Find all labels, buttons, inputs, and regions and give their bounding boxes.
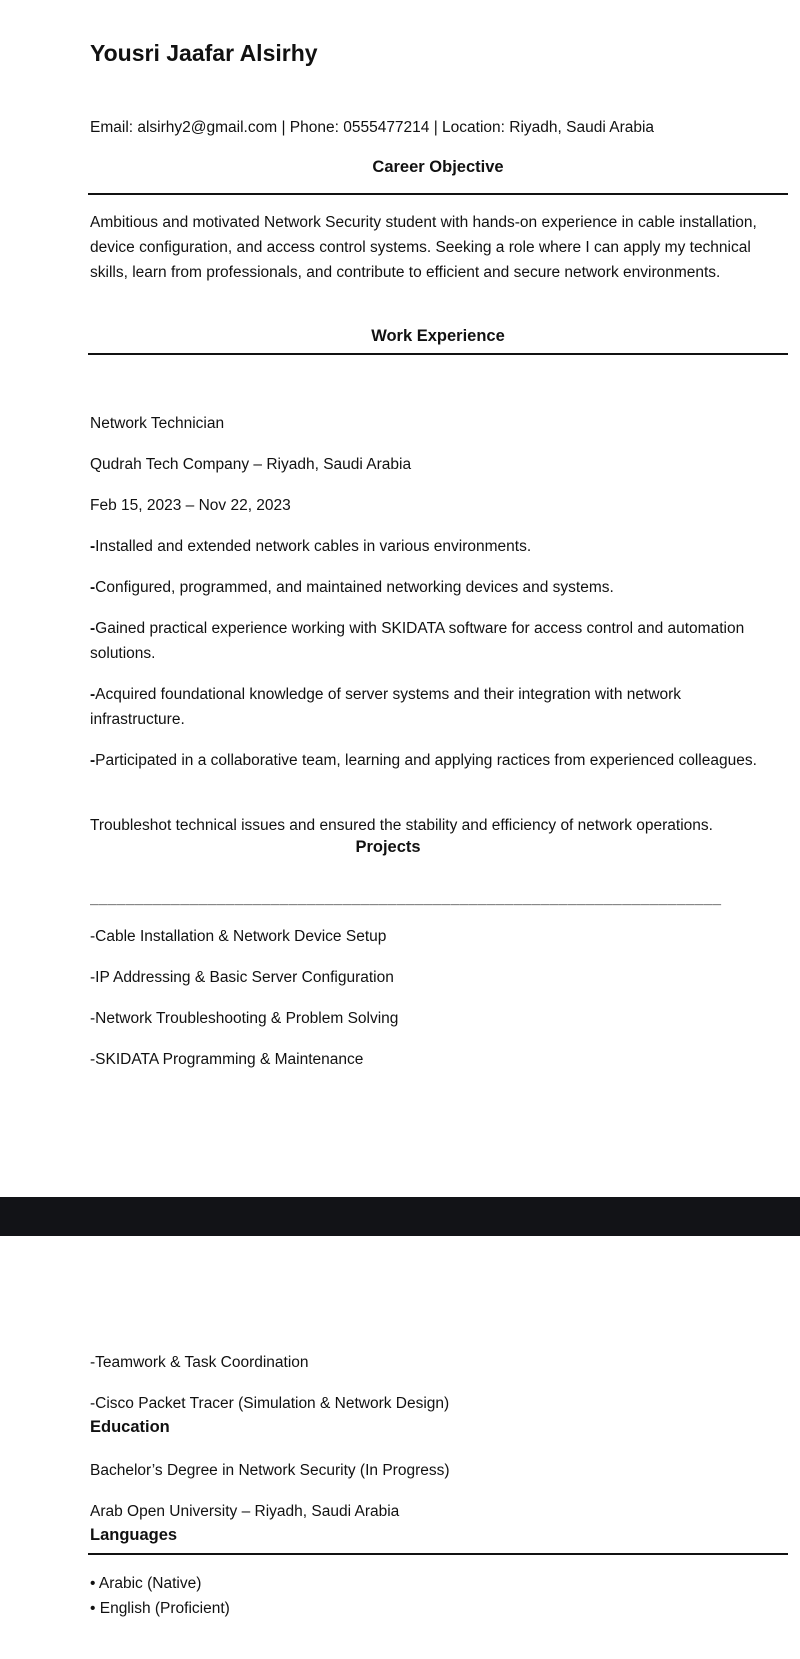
job-title: Network Technician — [90, 415, 225, 432]
project-item: -SKIDATA Programming & Maintenance — [90, 1051, 364, 1068]
experience-bullet — [90, 616, 790, 666]
skill-item: -Teamwork & Task Coordination — [90, 1354, 309, 1371]
bullet-text: Gained practical experience working with SKIDATA software for access control and automation solutions. — [90, 620, 745, 662]
career-objective-text: Ambitious and motivated Network Security student with hands-on experience in cable installation, device configuration, and access control systems. Seeking a role where I can apply my technical skills, learn from professionals, and contribute to efficient and secure network environments. — [90, 214, 757, 281]
education-school: Arab Open University – Riyadh, Saudi Arabia — [90, 1503, 400, 1520]
section-divider — [88, 1553, 788, 1555]
education-degree: Bachelor’s Degree in Network Security (In Progress) — [90, 1462, 450, 1479]
bullet-text: Participated in a collaborative team, learning and applying ractices from experienced colleagues. — [95, 752, 757, 769]
bullet-text: Acquired foundational knowledge of server systems and their integration with network infrastructure. — [90, 686, 682, 728]
job-company: Qudrah Tech Company – Riyadh, Saudi Arabia — [90, 456, 412, 473]
bullet-dash: - — [90, 752, 96, 769]
bullet-dash: - — [90, 579, 96, 596]
experience-bullet — [90, 534, 775, 559]
bullet-dash: - — [90, 620, 96, 637]
resume-name: Yousri Jaafar Alsirhy — [90, 40, 318, 66]
project-item: -Network Troubleshooting & Problem Solving — [90, 1010, 399, 1027]
language-item: • Arabic (Native) — [90, 1575, 202, 1592]
work-experience-heading: Work Experience — [371, 327, 505, 345]
section-divider — [88, 353, 788, 355]
section-divider — [88, 193, 788, 195]
page-break-band — [0, 1197, 800, 1236]
job-dates: Feb 15, 2023 – Nov 22, 2023 — [90, 497, 291, 514]
languages-heading: Languages — [90, 1526, 178, 1544]
career-objective-heading: Career Objective — [372, 158, 504, 176]
bullet-text: Configured, programmed, and maintained networking devices and systems. — [95, 579, 614, 596]
language-item: • English (Proficient) — [90, 1600, 230, 1617]
education-heading: Education — [90, 1418, 170, 1436]
experience-bullet — [90, 682, 775, 732]
experience-bullet — [90, 575, 775, 600]
contact-line: Email: alsirhy2@gmail.com | Phone: 0555477214 | Location: Riyadh, Saudi Arabia — [90, 119, 655, 136]
experience-last-line: Troubleshot technical issues and ensured the stability and efficiency of network operations. — [90, 817, 713, 834]
experience-bullet — [90, 748, 775, 773]
projects-underline-rule: ______________________________________________________________________ — [90, 890, 722, 907]
project-item: -Cable Installation & Network Device Setup — [90, 928, 387, 945]
project-item: -IP Addressing & Basic Server Configuration — [90, 969, 394, 986]
bullet-dash: - — [90, 686, 96, 703]
bullet-dash: - — [90, 538, 96, 555]
skill-item: -Cisco Packet Tracer (Simulation & Network Design) — [90, 1395, 450, 1412]
bullet-text: Installed and extended network cables in various environments. — [95, 538, 532, 555]
projects-heading: Projects — [355, 838, 421, 856]
